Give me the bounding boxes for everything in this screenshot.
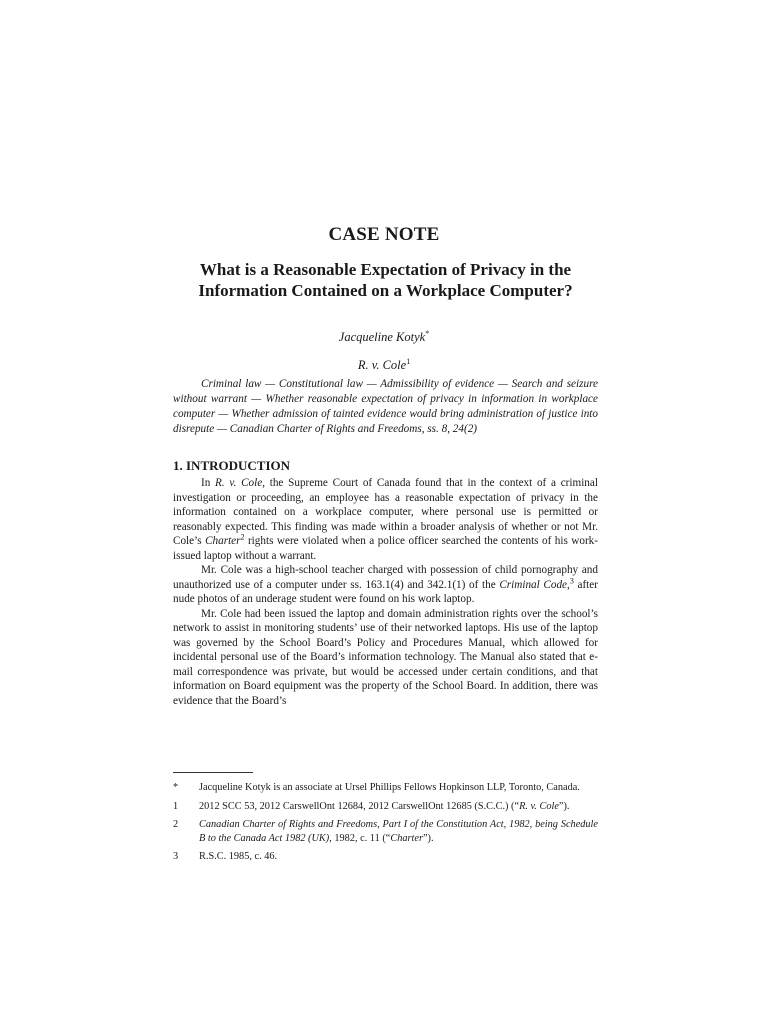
footnote-text: R.S.C. 1985, c. 46.	[199, 851, 278, 862]
author-footnote-mark: *	[425, 328, 430, 338]
case-citation: R. v. Cole	[215, 477, 263, 489]
footnote-text: Jacqueline Kotyk is an associate at Ursel Phillips Fellows Hopkinson LLP, Toronto, Canada.	[199, 782, 580, 793]
footnote-mark: 3	[173, 851, 179, 862]
case-name-line	[0, 358, 768, 373]
article-title: What is a Reasonable Expectation of Privacy in the Information Contained on a Workplace Computer?	[198, 260, 573, 300]
footnote-text: Canadian Charter of Rights and Freedoms, Part I of the Constitution Act, 1982, being Schedule B to the Canada Act 1982 (UK), 1982, c. 11 (“Charter”).	[199, 819, 598, 844]
charter-ref: Charter	[205, 535, 241, 547]
case-name: R. v. Cole	[357, 358, 407, 372]
author-name: Jacqueline Kotyk	[338, 330, 426, 344]
paragraph-3: Mr. Cole had been issued the laptop and domain administration rights over the school’s network to assist in monitoring students’ use of their networked laptops. His use of the laptop was governed by the School Board’s Policy and Procedures Manual, which allowed for incidental personal use of the Board’s information technology. The Manual also stated that e-mail correspondence was private, but would be accessed under certain conditions, and that information on Board equipment was the property of the School Board. In addition, there was evidence that the Board’s	[173, 607, 598, 707]
paragraph-2: Mr. Cole was a high-school teacher charged with possession of child pornography and unauthorized use of a computer under ss. 163.1(4) and 342.1(1) of the Criminal Code,$^3$ after nude photos of an underage student were found on his work laptop.	[173, 564, 598, 605]
footnote-ref-2: 2	[240, 532, 245, 542]
footnote-ref-3: 3	[569, 575, 574, 585]
paragraph-1: In R. v. Cole, the Supreme Court of Canada found that in the context of a criminal investigation or proceeding, an employee has a reasonable expectation of privacy in the information contained on a workplace computer, where personal use is permitted or reasonably expected. This finding was made within a broader analysis of whether or not Mr. Cole’s Charter$^2$ rights were violated when a police officer searched the contents of his work-issued laptop without a warrant.	[173, 477, 599, 562]
footnote-item	[173, 800, 598, 814]
footnote-item	[173, 781, 598, 795]
case-footnote-mark: 1	[406, 356, 411, 366]
footnotes	[173, 781, 598, 869]
footnote-mark: 1	[173, 800, 179, 812]
criminal-code-ref: Criminal Code	[499, 578, 568, 591]
footnote-item	[173, 818, 598, 845]
footnote-mark: *	[173, 782, 179, 793]
section-heading: 1. INTRODUCTION	[173, 458, 291, 473]
footnote-mark: 2	[173, 819, 179, 830]
footnote-text: 2012 SCC 53, 2012 CarswellOnt 12684, 2012 CarswellOnt 12685 (S.C.C.) (“R. v. Cole”).	[199, 800, 570, 812]
headnote: Criminal law — Constitutional law — Admissibility of evidence — Search and seizure without warrant — Whether reasonable expectation of privacy in information in workplace computer — Whether admission of tainted evidence would bring administration of justice into disrepute — Canadian Charter of Rights and Freedoms, ss. 8, 24(2)	[173, 378, 598, 435]
footnote-divider	[173, 772, 253, 773]
body-text	[173, 476, 598, 708]
footnote-item	[173, 850, 598, 864]
case-note-label: CASE NOTE	[328, 224, 440, 245]
author-line	[0, 330, 768, 345]
